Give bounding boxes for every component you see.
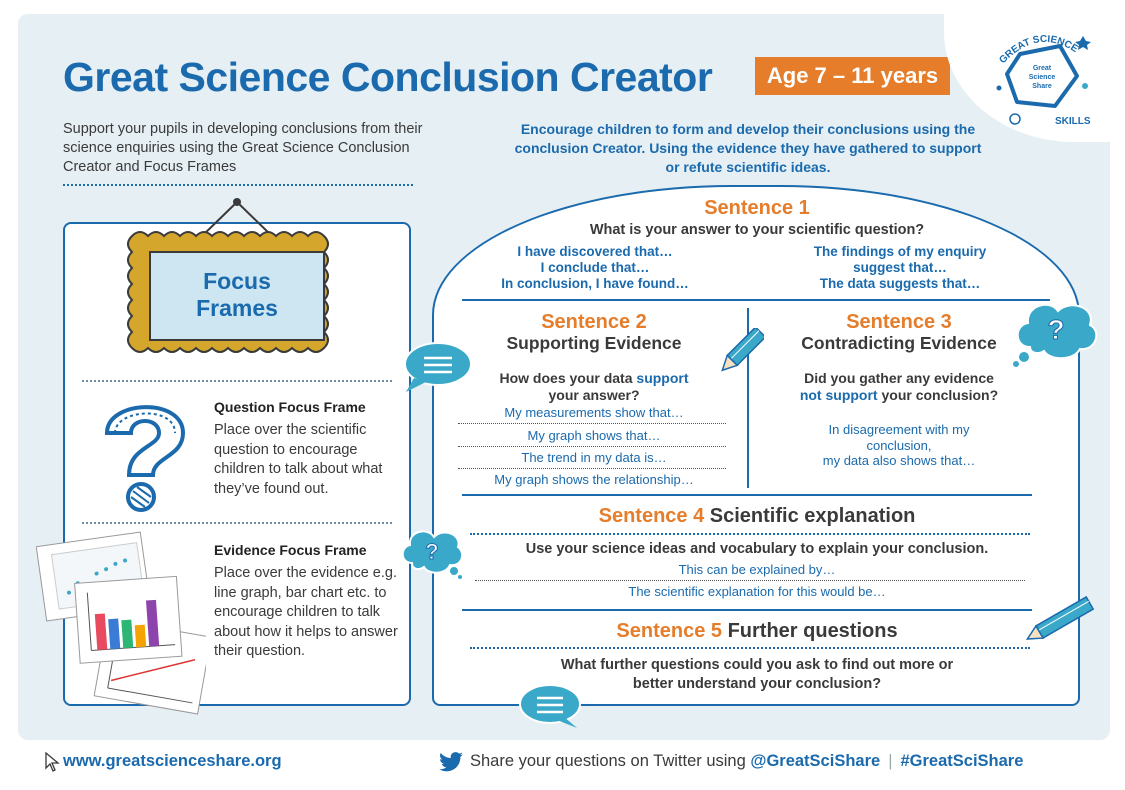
sentence2-heading: Sentence 2	[541, 311, 647, 333]
intro-divider	[63, 184, 413, 186]
divider	[470, 647, 1030, 649]
question-frame-text: Place over the scientific question to encourage children to talk about what they’ve found out.	[214, 422, 383, 497]
page-title: Great Science Conclusion Creator	[63, 54, 713, 100]
thought-bubble-question-icon	[398, 525, 466, 579]
sentence2-stem: My graph shows the relationship…	[494, 472, 694, 487]
svg-text:?: ?	[1047, 314, 1065, 345]
evidence-frame-text: Place over the evidence e.g. line graph, bar chart etc. to encourage children to talk about how it helps to answer their question.	[214, 565, 398, 659]
hashtag-link[interactable]: #GreatSciShare	[900, 752, 1024, 770]
sentence2-question: How does your data support your answer?	[499, 370, 689, 403]
divider	[458, 423, 726, 424]
svg-text:Great: Great	[1032, 65, 1052, 72]
pencil-icon	[716, 328, 764, 380]
pencil-icon	[1022, 596, 1102, 642]
cursor-pointer-icon	[44, 752, 60, 772]
age-badge: Age 7 – 11 years	[755, 57, 950, 95]
sentence2-subheading: Supporting Evidence	[506, 333, 682, 353]
svg-text:Science: Science	[1028, 74, 1056, 81]
divider	[458, 446, 726, 447]
sentence3-stems: In disagreement with my conclusion, my data also shows that…	[822, 422, 976, 468]
sentence3-heading: Sentence 3	[846, 311, 952, 333]
divider	[82, 522, 392, 524]
divider	[82, 380, 392, 382]
sentence5-heading: Sentence 5 Further questions	[616, 620, 898, 642]
svg-text:?: ?	[425, 539, 439, 564]
svg-text:Share: Share	[1032, 83, 1052, 90]
twitter-handle-link[interactable]: @GreatSciShare	[750, 752, 881, 770]
svg-text:SKILLS: SKILLS	[1055, 116, 1091, 127]
sentence2-stem: My measurements show that…	[504, 405, 684, 420]
sentence4-stem: This can be explained by…	[678, 562, 836, 577]
sentence3-question: Did you gather any evidence not support your conclusion?	[799, 370, 999, 403]
footer-share-text: Share your questions on Twitter using @GreatSciShare | #GreatSciShare	[470, 752, 1024, 770]
intro-right-text: Encourage children to form and develop their conclusions using the conclusion Creator. Using the evidence they have gathered to support or refute scientific ideas.	[514, 121, 982, 175]
graph-cards-icon	[36, 530, 206, 720]
sentence2-stem: My graph shows that…	[527, 428, 661, 443]
speech-bubble-icon	[402, 340, 474, 394]
intro-left-text: Support your pupils in developing conclusions from their science enquiries using the Great Science Conclusion Creator and Focus Frames	[63, 121, 423, 175]
sentence1-stems-right: The findings of my enquiry suggest that… The data suggests that…	[813, 244, 987, 291]
divider	[470, 533, 1030, 535]
divider	[462, 609, 1032, 611]
divider	[475, 580, 1025, 581]
question-frame-heading: Question Focus Frame	[214, 399, 366, 415]
thought-bubble-question-icon	[1010, 295, 1102, 367]
svg-text:GREAT SCIENCE: GREAT SCIENCE	[997, 33, 1080, 66]
website-link[interactable]: www.greatscienceshare.org	[63, 752, 282, 770]
great-science-skills-logo	[985, 24, 1100, 134]
sentence4-question: Use your science ideas and vocabulary to explain your conclusion.	[525, 541, 989, 557]
sentence4-heading: Sentence 4 Scientific explanation	[598, 505, 916, 527]
question-mark-icon	[95, 395, 195, 513]
sentence1-question: What is your answer to your scientific question?	[589, 222, 925, 238]
sentence2-stem: The trend in my data is…	[521, 450, 667, 465]
sentence4-stem: The scientific explanation for this would be…	[628, 584, 886, 599]
divider	[458, 468, 726, 469]
twitter-bird-icon[interactable]	[438, 751, 464, 773]
sentence1-stems-left: I have discovered that… I conclude that… In conclusion, I have found…	[501, 244, 689, 291]
speech-bubble-icon	[517, 682, 583, 732]
sentence5-question: What further questions could you ask to find out more or better understand your conclusion?	[560, 657, 954, 692]
sentence1-heading: Sentence 1	[704, 197, 810, 219]
divider	[462, 494, 1032, 496]
divider	[462, 299, 1050, 301]
focus-frames-title: Focus Frames	[196, 268, 278, 321]
sentence3-subheading: Contradicting Evidence	[801, 333, 997, 353]
evidence-frame-heading: Evidence Focus Frame	[214, 542, 367, 558]
